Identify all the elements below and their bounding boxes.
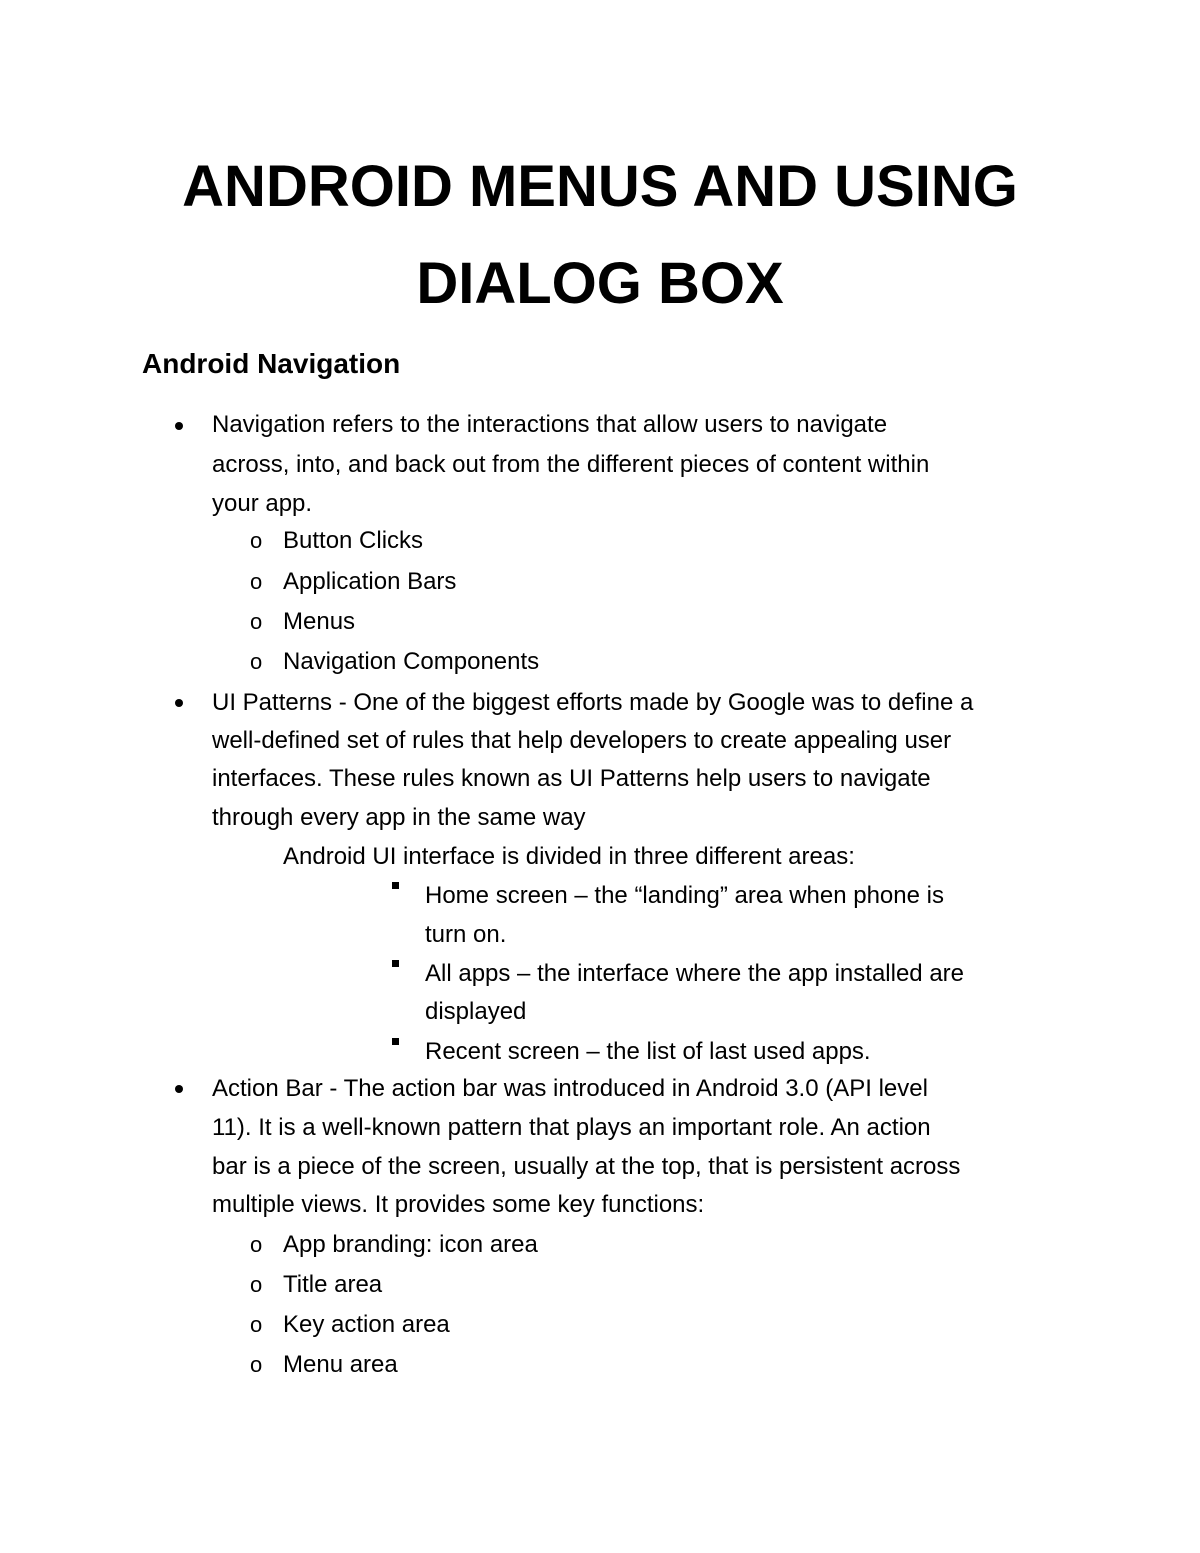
action-bar-subitem: Title area	[283, 1271, 383, 1298]
document-title-line-2: DIALOG BOX	[416, 251, 784, 316]
navigation-subitem: Menus	[283, 608, 356, 635]
ui-area-text-line: All apps – the interface where the app installed are	[425, 960, 965, 987]
ui-area-text-line: Recent screen – the list of last used apps.	[425, 1038, 871, 1065]
action-bar-subitem: Menu area	[283, 1351, 398, 1378]
action-bar-subitem: Key action area	[283, 1311, 450, 1338]
navigation-text-line: your app.	[212, 490, 313, 517]
action-bar-text-line: bar is a piece of the screen, usually at the top, that is persistent across	[212, 1153, 961, 1180]
action-bar-subitem: App branding: icon area	[283, 1231, 538, 1258]
action-bar-text-line: Action Bar - The action bar was introduced in Android 3.0 (API level	[212, 1075, 928, 1102]
bullet-icon	[175, 1085, 183, 1093]
circle-bullet-icon: o	[250, 1272, 263, 1297]
ui-patterns-text-line: through every app in the same way	[212, 804, 586, 831]
circle-bullet-icon: o	[250, 569, 263, 594]
circle-bullet-icon: o	[250, 528, 263, 553]
circle-bullet-icon: o	[250, 1352, 263, 1377]
ui-area-text-line: displayed	[425, 998, 527, 1025]
navigation-text-line: Navigation refers to the interactions that allow users to navigate	[212, 411, 888, 438]
section-heading: Android Navigation	[142, 348, 401, 379]
ui-area-text-line: turn on.	[425, 921, 507, 948]
circle-bullet-icon: o	[250, 609, 263, 634]
ui-area-text-line: Home screen – the “landing” area when phone is	[425, 882, 944, 909]
ui-areas-intro: Android UI interface is divided in three different areas:	[283, 843, 855, 870]
circle-bullet-icon: o	[250, 1232, 263, 1257]
navigation-subitem: Button Clicks	[283, 527, 424, 554]
bullet-icon	[175, 422, 183, 430]
circle-bullet-icon: o	[250, 649, 263, 674]
navigation-subitem: Navigation Components	[283, 648, 540, 675]
navigation-subitem: Application Bars	[283, 568, 457, 595]
bullet-icon	[175, 699, 183, 707]
ui-patterns-text-line: UI Patterns - One of the biggest efforts made by Google was to define a	[212, 689, 974, 716]
square-bullet-icon	[392, 1038, 399, 1045]
circle-bullet-icon: o	[250, 1312, 263, 1337]
ui-patterns-text-line: interfaces. These rules known as UI Patterns help users to navigate	[212, 765, 931, 792]
ui-patterns-text-line: well-defined set of rules that help developers to create appealing user	[212, 727, 952, 754]
square-bullet-icon	[392, 960, 399, 967]
action-bar-text-line: multiple views. It provides some key functions:	[212, 1191, 705, 1218]
action-bar-text-line: 11). It is a well-known pattern that plays an important role. An action	[212, 1114, 931, 1141]
navigation-text-line: across, into, and back out from the different pieces of content within	[212, 451, 930, 478]
document-title-line-1: ANDROID MENUS AND USING	[182, 154, 1018, 219]
square-bullet-icon	[392, 882, 399, 889]
